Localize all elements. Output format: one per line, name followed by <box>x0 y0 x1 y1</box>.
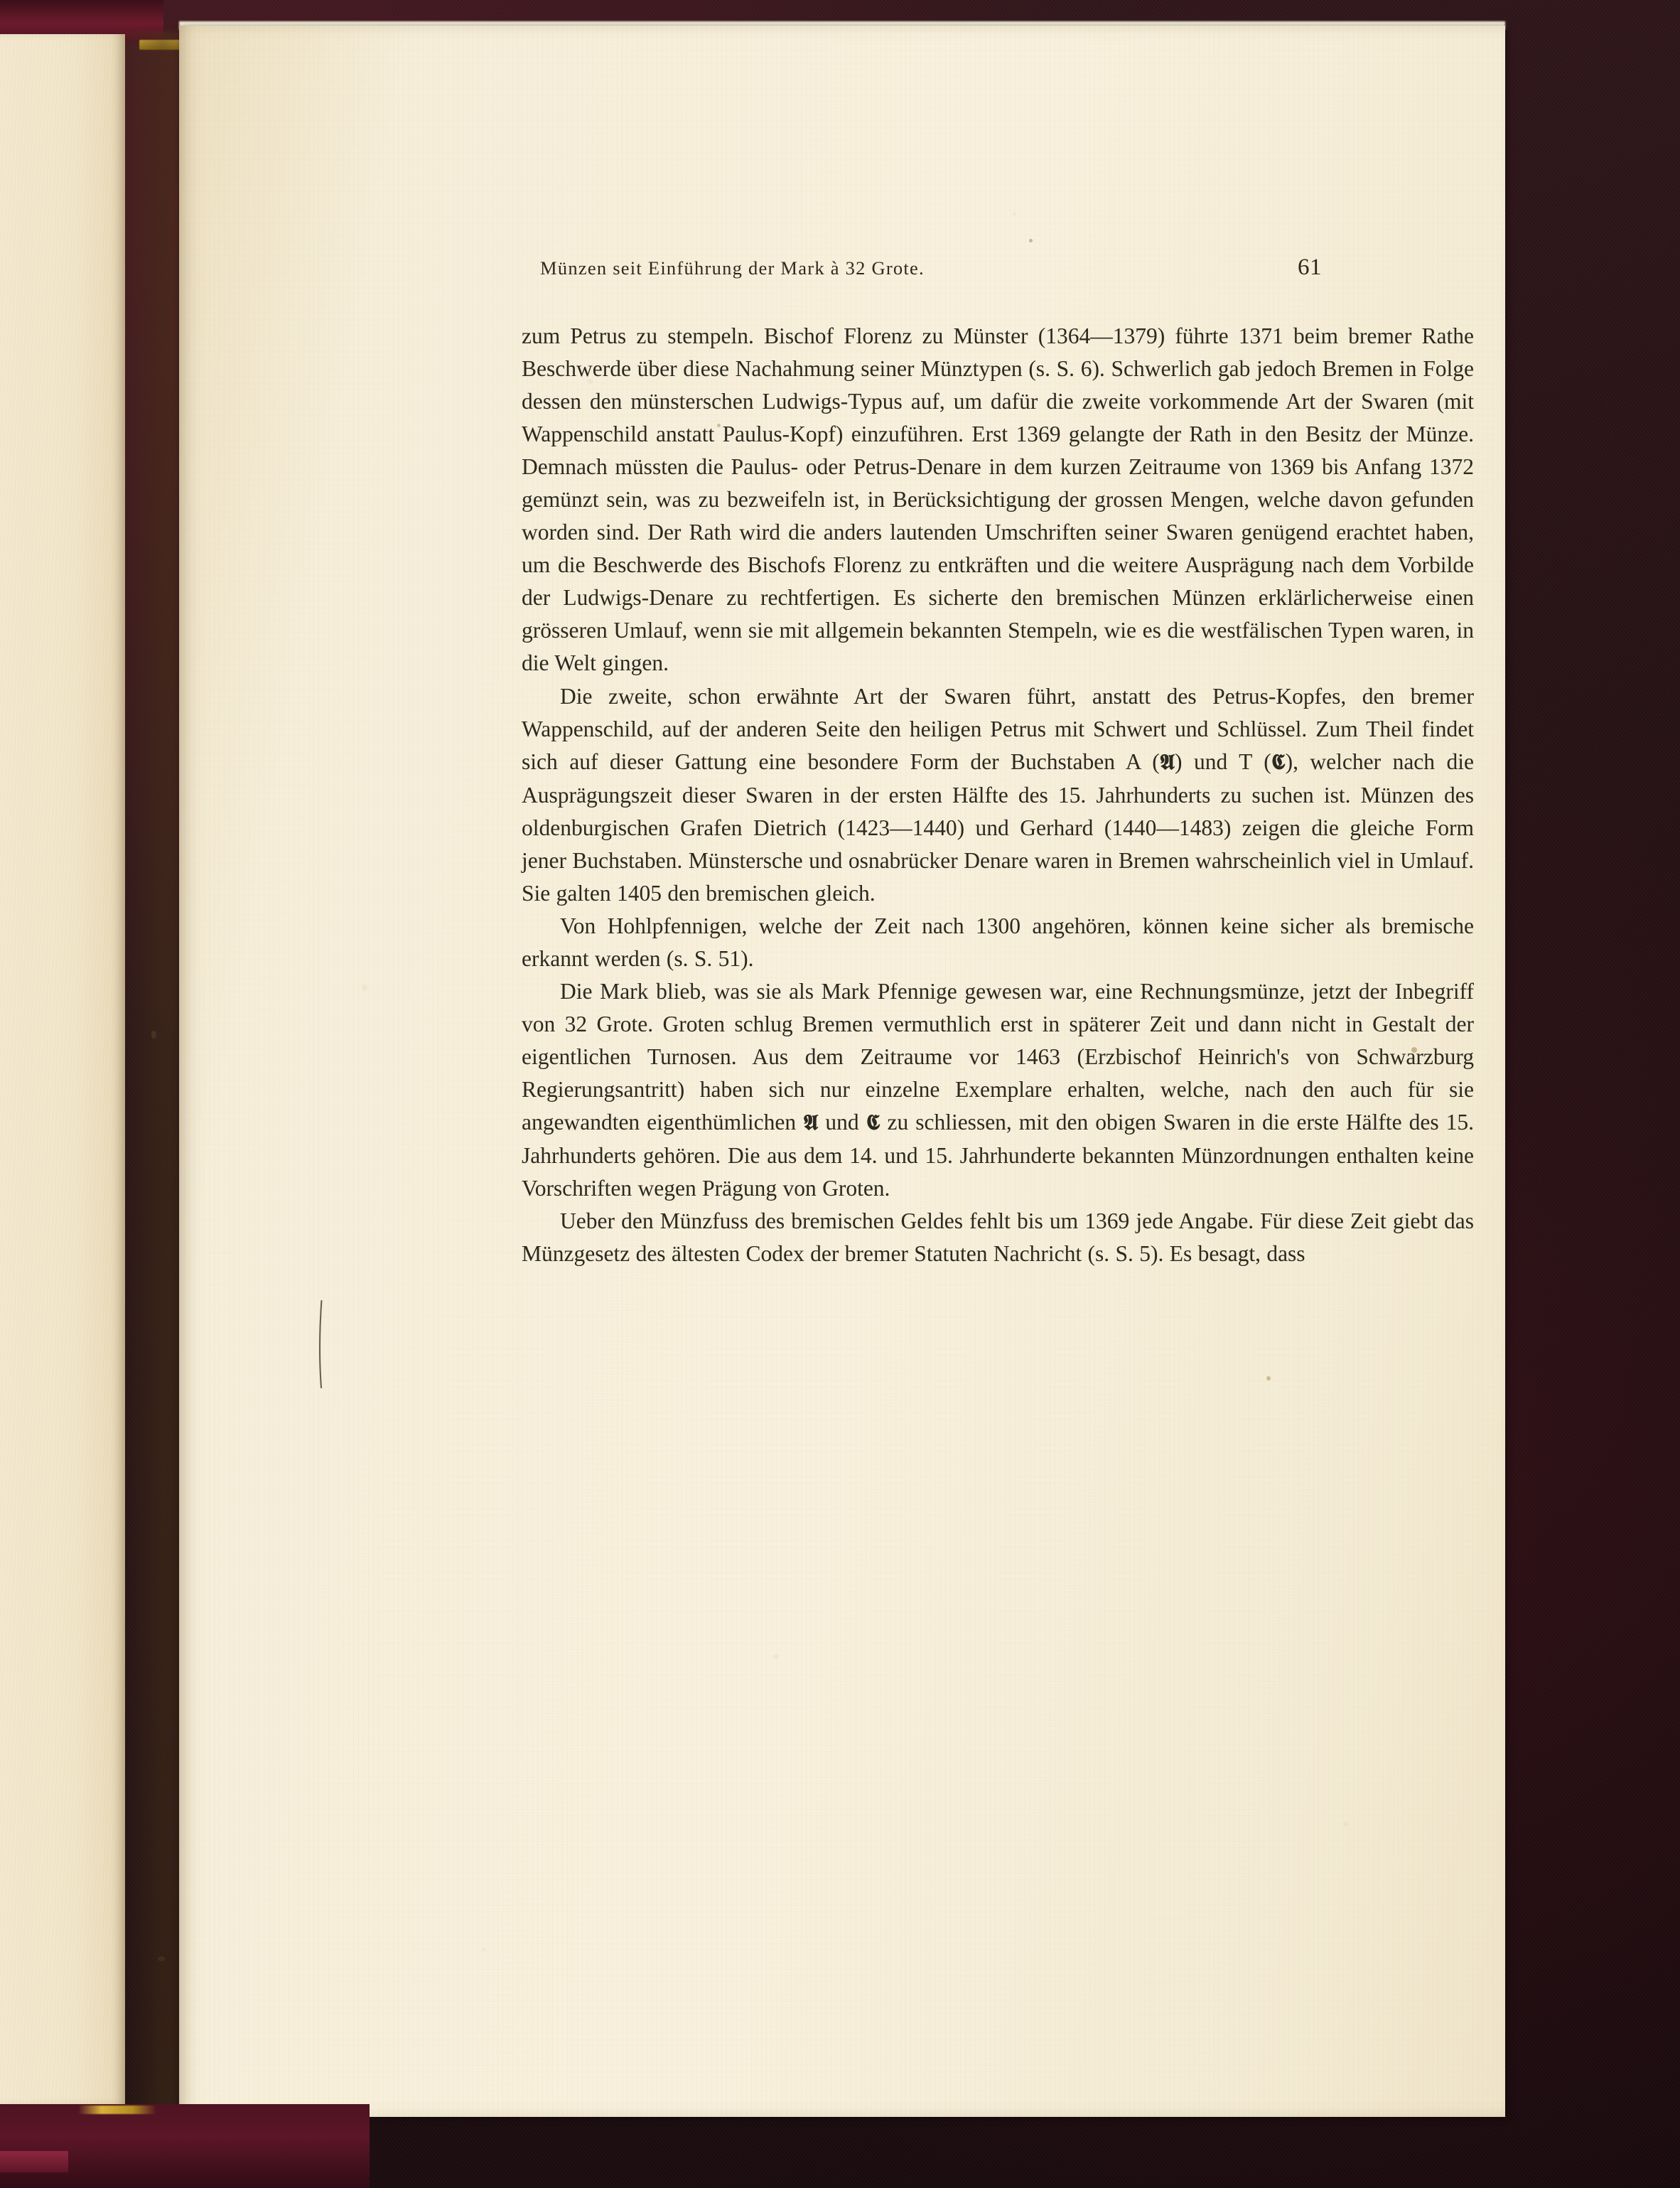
paper-speck <box>1266 1376 1271 1380</box>
facing-leaf <box>0 34 125 2104</box>
paragraph-3: Von Hohlpfennigen, welche der Zeit nach 1300 angehören, können keine sicher als bremische erkannt werden (s. S. 51). <box>522 913 1474 971</box>
paragraph-2-part-2: ) und T ( <box>1175 749 1271 774</box>
fraktur-t-glyph: 𝕮 <box>866 1110 881 1136</box>
paragraph-4-part-1: Die Mark blieb, was sie als Mark Pfennige gewesen war, eine Rechnungsmünze, jetzt der Inbegriff von 32 Grote. Groten schlug Bremen vermuthlich erst in späterer Zeit und dann nicht in Gestalt der eigentlichen Turnosen. Aus dem Zeitraume vor 1463 (Erzbischof Heinrich's von Schwarzburg Regierungsantritt) haben sich nur einzelne Exemplare erhalten, welche, nach den auch für sie angewandten eigenthümlichen <box>522 978 1474 1135</box>
paper-speck <box>158 1956 165 1961</box>
paragraph-2-part-3: ), welcher nach die Ausprägungszeit dieser Swaren in der ersten Hälfte des 15. Jahrhunderts zu suchen ist. Münzen des oldenburgischen Grafen Dietrich (1423—1440) und Gerhard (1440—1483) zeigen die gleiche Form jener Buchstaben. Münstersche und osnabrücker Denare waren in Bremen wahrscheinlich viel in Umlauf. Sie galten 1405 den bremischen gleich. <box>522 749 1474 906</box>
paper-speck <box>1411 1047 1417 1053</box>
book-cover-bottom <box>0 2104 370 2188</box>
fraktur-a-glyph: 𝕬 <box>803 1110 819 1136</box>
paragraph-5: Ueber den Münzfuss des bremischen Geldes fehlt bis um 1369 jede Angabe. Für diese Zeit giebt das Münzgesetz des ältesten Codex der bremer Statuten Nachricht (s. S. 5). Es besagt, dass <box>522 1208 1474 1267</box>
fraktur-a-glyph: 𝕬 <box>1159 749 1175 775</box>
paper-speck <box>1029 239 1033 242</box>
paragraph-2-part-1: Die zweite, schon erwähnte Art der Swaren führt, anstatt des Petrus-Kopfes, den bremer Wappenschild, auf der anderen Seite den heiligen Petrus mit Schwert und Schlüssel. Zum Theil findet sich auf dieser Gattung eine besondere Form der Buchstaben A ( <box>522 683 1474 774</box>
running-head <box>540 254 1322 281</box>
running-head-title: Münzen seit Einführung der Mark à 32 Grote. <box>540 257 925 279</box>
paragraph-1: zum Petrus zu stempeln. Bischof Florenz zu Münster (1364—1379) führte 1371 beim bremer Rathe Beschwerde über diese Nachahmung seiner Münztypen (s. S. 6). Schwerlich gab jedoch Bremen in Folge dessen den münsterschen Ludwigs-Typus auf, um dafür die zweite vorkommende Art der Swaren (mit Wappenschild anstatt Paulus-Kopf) einzuführen. Erst 1369 gelangte der Rath in den Besitz der Münze. Demnach müssten die Paulus- oder Petrus-Denare in dem kurzen Zeitraume von 1369 bis Anfang 1372 gemünzt sein, was zu bezweifeln ist, in Berücksichtigung der grossen Mengen, welche davon gefunden worden sind. Der Rath wird die anders lautenden Umschriften seiner Swaren genügend erachtet haben, um die Beschwerde des Bischofs Florenz zu entkräften und die weitere Ausprägung nach dem Vorbilde der Ludwigs-Denare zu rechtfertigen. Es sicherte den bremischen Münzen erklärlicherweise einen grösseren Umlauf, wenn sie mit allgemein bekannten Stempeln, wie es die westfälischen Typen waren, in die Welt gingen. <box>522 323 1474 676</box>
endband <box>0 2151 68 2172</box>
paragraph-2 <box>522 680 1474 910</box>
book-page <box>179 26 1505 2117</box>
paper-speck <box>717 424 721 427</box>
fraktur-t-glyph: 𝕮 <box>1271 749 1286 775</box>
paragraph-4-part-2: und <box>818 1110 866 1135</box>
gilt-edge-bottom <box>78 2106 156 2114</box>
paragraph-4 <box>522 975 1474 1205</box>
paper-speck <box>151 1031 156 1039</box>
text-block <box>522 320 1474 1270</box>
page-number: 61 <box>1298 254 1322 280</box>
paragraph-4-part-3: zu schliessen, mit den obigen Swaren in die erste Hälfte des 15. Jahrhunderts gehören. Die aus dem 14. und 15. Jahrhunderte bekannten Münzordnungen enthalten keine Vorschriften wegen Prägung von Groten. <box>522 1110 1474 1201</box>
